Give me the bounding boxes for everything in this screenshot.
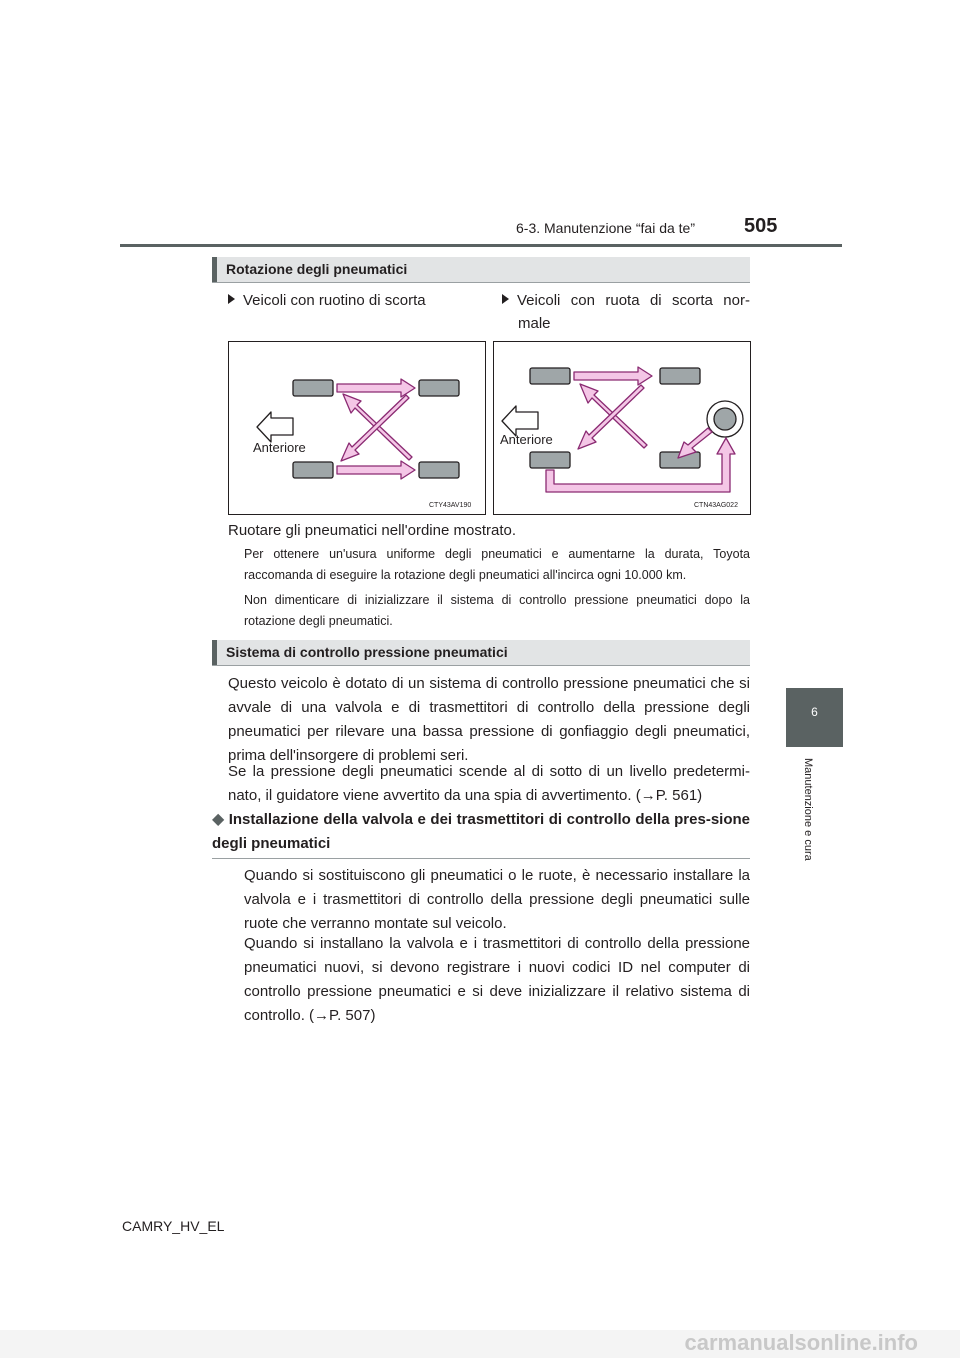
section-heading-tire-rotation xyxy=(212,257,750,283)
spare-tire-inner xyxy=(714,408,736,430)
bullet-compact-spare: Veicoli con ruotino di scorta xyxy=(228,289,478,312)
figure-rotation-full-spare xyxy=(493,341,751,515)
subsection-divider xyxy=(212,858,750,859)
bullet-full-spare: Veicoli con ruota di scorta nor- male xyxy=(502,289,750,335)
tire-front-left xyxy=(293,380,333,396)
front-direction-arrow-icon xyxy=(257,412,293,442)
figure-code: CTN43AG022 xyxy=(694,502,738,509)
front-label: Anteriore xyxy=(500,432,553,447)
subsection-heading-installation: ◆ Installazione della valvola e dei trasmettitori di controllo della pres-sione degli pneumatici xyxy=(212,811,751,852)
figure-rotation-compact-spare xyxy=(228,341,486,515)
chapter-label: Manutenzione e cura xyxy=(802,758,814,861)
tire-front-right xyxy=(419,380,459,396)
rotation-diagram-right xyxy=(494,342,752,516)
tire-rear-left xyxy=(530,452,570,468)
tire-rear-right xyxy=(419,462,459,478)
installation-paragraph-1: Quando si sostituiscono gli pneumatici o le ruote, è necessario installare la valvola e i trasmettitori di controllo della pressione degli pneumatici sulle ruote che verranno montate sul veicolo. xyxy=(244,867,750,932)
rotation-note-interval: Per ottenere un'usura uniforme degli pneumatici e aumentarne la durata, Toyota raccomanda di eseguire la rotazione degli pneumatici all'incirca ogni 10.000 km. xyxy=(244,547,750,582)
tire-front-left xyxy=(530,368,570,384)
section-heading-label: Sistema di controllo pressione pneumatici xyxy=(226,644,508,660)
tpms-description: Questo veicolo è dotato di un sistema di controllo pressione pneumatici che si avvale di una valvola e di trasmettitori di controllo della pressione degli pneumatici per rilevare una bassa pressione di gonfiaggio degli pneumatici, prima dell'insorgere di problemi seri. xyxy=(228,675,750,764)
watermark: carmanualsonline.info xyxy=(0,1330,960,1358)
bullet-triangle-icon xyxy=(502,294,509,304)
arrow-top xyxy=(574,367,652,385)
page-number: 505 xyxy=(744,215,778,237)
tire-rear-left xyxy=(293,462,333,478)
footer-model-code: CAMRY_HV_EL xyxy=(122,1218,225,1234)
bullet-triangle-icon xyxy=(228,294,235,304)
installation-paragraph-2: Quando si installano la valvola e i trasmettitori di controllo della pressione pneumatici nuovi, si devono registrare i nuovi codici ID nel computer di controllo pressione pneumatici e si deve inizializzare il relativo sistema di controllo. (→P. 507) xyxy=(244,935,750,1024)
header-section-title: 6-3. Manutenzione “fai da te” xyxy=(516,220,695,236)
section-heading-label: Rotazione degli pneumatici xyxy=(226,261,408,277)
diamond-bullet-icon: ◆ xyxy=(212,811,225,828)
rotation-instruction: Ruotare gli pneumatici nell'ordine mostrato. xyxy=(228,522,517,539)
header-divider xyxy=(120,244,842,247)
section-heading-tpms xyxy=(212,640,750,666)
tpms-warning: Se la pressione degli pneumatici scende al di sotto di un livello predetermi-nato, il guidatore viene avvertito da una spia di avvertimento. (→P. 561) xyxy=(228,763,750,804)
rotation-diagram-left xyxy=(229,342,487,516)
arrow-return-loop xyxy=(546,438,735,492)
rotation-note-initialize: Non dimenticare di inizializzare il sistema di controllo pressione pneumatici dopo la rotazione degli pneumatici. xyxy=(244,593,750,628)
chapter-tab[interactable]: 6 xyxy=(786,688,843,747)
arrow-bottom xyxy=(337,461,415,479)
tire-front-right xyxy=(660,368,700,384)
figure-code: CTY43AV190 xyxy=(429,502,472,509)
front-label: Anteriore xyxy=(253,440,306,455)
arrow-top xyxy=(337,379,415,397)
